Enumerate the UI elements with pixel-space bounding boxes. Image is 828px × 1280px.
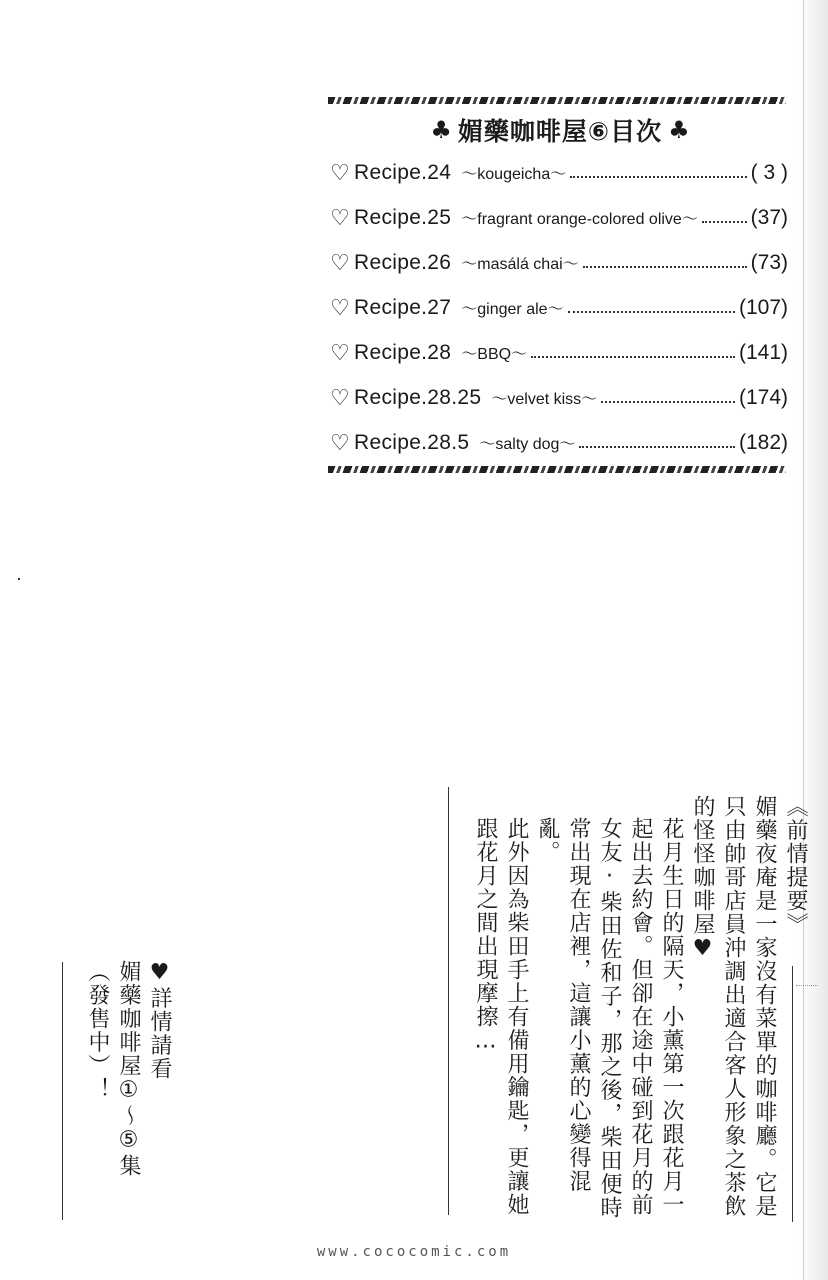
heart-icon: ♡ [330, 339, 350, 365]
recipe-subtitle: ～BBQ～ [461, 346, 528, 363]
toc-entry[interactable] [330, 420, 788, 465]
advert-line: ♥詳情請看 [147, 960, 172, 1081]
heart-icon: ♡ [330, 249, 350, 275]
summary-paragraph: 媚藥夜庵是一家沒有菜單的咖啡廳。它是只由帥哥店員沖調出適合客人形象之茶飲的怪怪咖啡屋♥ [690, 795, 777, 1218]
dot-leader [568, 311, 735, 313]
recipe-subtitle: ～velvet kiss～ [491, 391, 598, 408]
recipe-label: Recipe.28 [354, 340, 452, 364]
summary-paragraph: 花月生日的隔天，小薰第一次跟花月一起出去約會。但卻在途中碰到花月的前女友·柴田佐和子，那之後，柴田便時常出現在店裡，這讓小薰的心變得混亂。 [535, 817, 684, 1220]
dot-leader [570, 176, 746, 178]
heart-icon: ♡ [330, 384, 350, 410]
advert-block [82, 960, 175, 1220]
summary-heading: 《前情提要》 [783, 795, 808, 936]
page-number: ( 3 ) [750, 160, 788, 184]
toc-title [420, 110, 700, 150]
recipe-label: Recipe.24 [354, 160, 452, 184]
dot-leader [702, 221, 747, 223]
recipe-subtitle: ～kougeicha～ [461, 166, 567, 183]
toc-list [330, 150, 788, 465]
toc-bottom-rule [328, 466, 786, 473]
recipe-subtitle: ～masálá chai～ [461, 256, 579, 273]
summary-frame-left [448, 787, 449, 1215]
dot-leader [531, 356, 735, 358]
page-number: (174) [738, 385, 788, 409]
page-number: (73) [750, 250, 788, 274]
advert-line: （發售中）！ [85, 960, 110, 1101]
dot-leader [583, 266, 747, 268]
page-number: (182) [738, 430, 788, 454]
scan-speck [18, 578, 20, 580]
toc-entry[interactable] [330, 285, 788, 330]
page-number: (141) [738, 340, 788, 364]
toc-entry[interactable] [330, 150, 788, 195]
heart-icon: ♡ [330, 204, 350, 230]
recipe-label: Recipe.27 [354, 295, 452, 319]
summary-paragraph: 此外因為柴田手上有備用鑰匙，更讓她跟花月之間出現摩擦… [473, 817, 529, 1217]
toc-entry[interactable] [330, 375, 788, 420]
toc-entry[interactable] [330, 240, 788, 285]
recipe-label: Recipe.28.25 [354, 385, 482, 409]
toc-entry[interactable] [330, 330, 788, 375]
heart-icon: ♡ [330, 429, 350, 455]
club-icon: ♣ [430, 116, 452, 144]
toc-entry[interactable] [330, 195, 788, 240]
heart-icon: ♡ [330, 294, 350, 320]
page-number: (107) [738, 295, 788, 319]
dot-leader [579, 446, 735, 448]
toc-title-text: 媚藥咖啡屋⑥目次 [457, 117, 663, 146]
advert-line: 媚藥咖啡屋①～⑤集 [116, 960, 141, 1178]
dot-leader [601, 401, 735, 403]
recipe-label: Recipe.26 [354, 250, 452, 274]
advert-rule [62, 962, 63, 1220]
footer-url: www.cococomic.com [316, 1244, 512, 1260]
recipe-subtitle: ～ginger ale～ [461, 301, 564, 318]
summary-block [470, 795, 811, 1235]
page-number: (37) [750, 205, 788, 229]
club-icon: ♣ [668, 116, 690, 144]
recipe-subtitle: ～fragrant orange-colored olive～ [461, 211, 698, 228]
heart-icon: ♡ [330, 159, 350, 185]
recipe-subtitle: ～salty dog～ [479, 436, 576, 453]
toc-top-rule [328, 97, 786, 104]
recipe-label: Recipe.25 [354, 205, 452, 229]
recipe-label: Recipe.28.5 [354, 430, 470, 454]
